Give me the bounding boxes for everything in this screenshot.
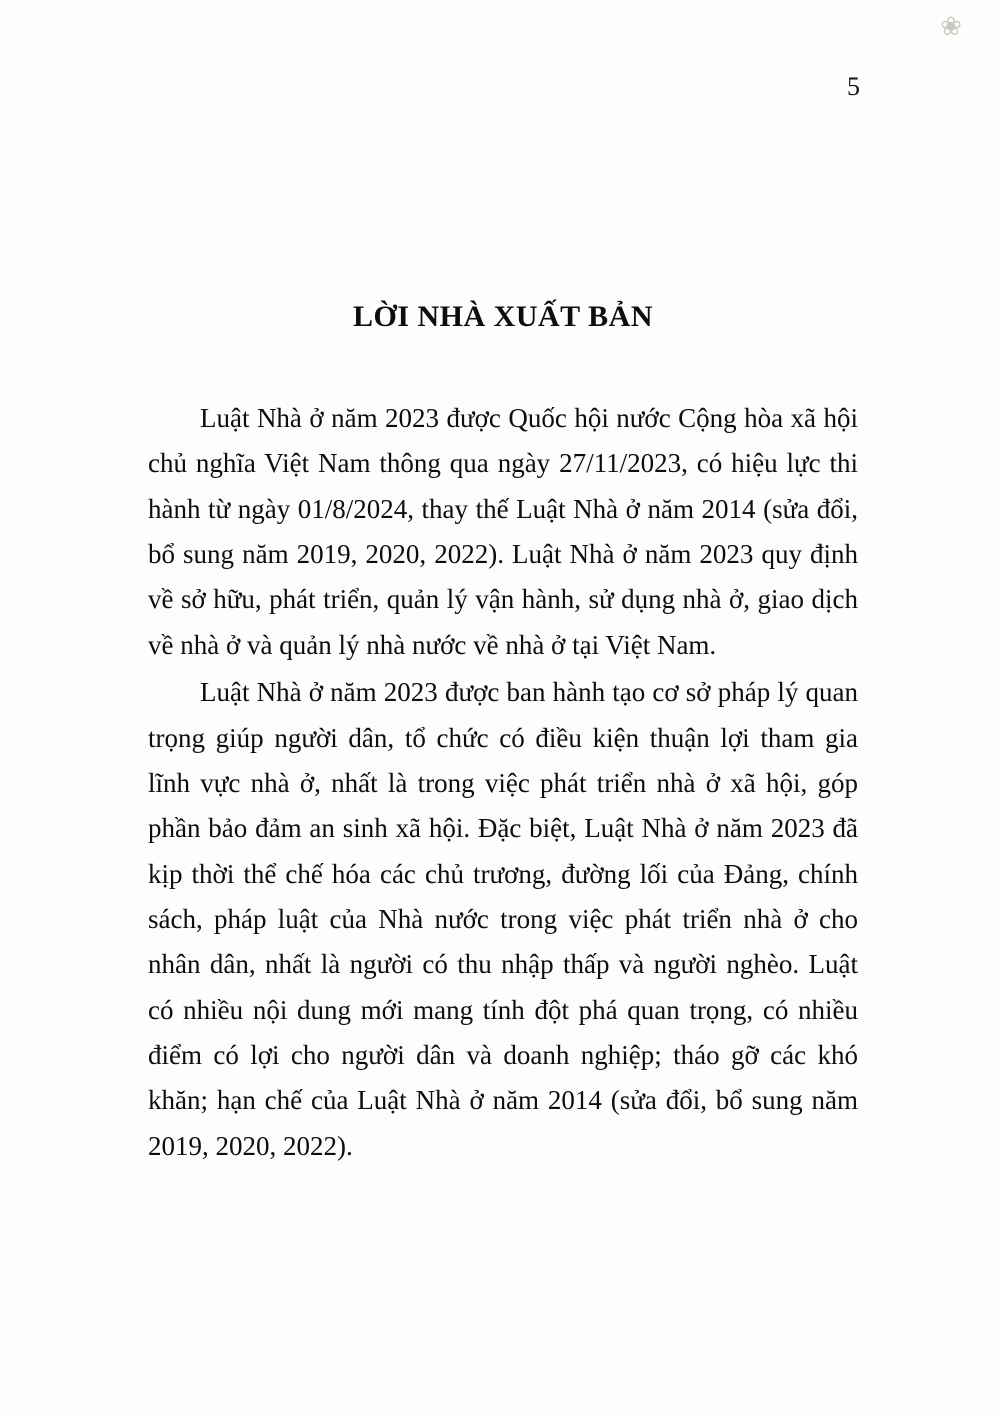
page-title: LỜI NHÀ XUẤT BẢN xyxy=(353,300,653,333)
asterisk-flower-icon: ❀ xyxy=(940,12,962,41)
page-content xyxy=(148,300,858,1169)
page-number: 5 xyxy=(847,72,860,101)
body-paragraph: Luật Nhà ở năm 2023 được Quốc hội nước Cộng hòa xã hội chủ nghĩa Việt Nam thông qua ngày 27/11/2023, có hiệu lực thi hành từ ngày 01/8/2024, thay thế Luật Nhà ở năm 2014 (sửa đổi, bổ sung năm 2019, 2020, 2022). Luật Nhà ở năm 2023 quy định về sở hữu, phát triển, quản lý vận hành, sử dụng nhà ở, giao dịch về nhà ở và quản lý nhà nước về nhà ở tại Việt Nam. xyxy=(148,403,858,660)
body-paragraph: Luật Nhà ở năm 2023 được ban hành tạo cơ sở pháp lý quan trọng giúp người dân, tổ chức có điều kiện thuận lợi tham gia lĩnh vực nhà ở, nhất là trong việc phát triển nhà ở xã hội, góp phần bảo đảm an sinh xã hội. Đặc biệt, Luật Nhà ở năm 2023 đã kịp thời thể chế hóa các chủ trương, đường lối của Đảng, chính sách, pháp luật của Nhà nước trong việc phát triển nhà ở cho nhân dân, nhất là người có thu nhập thấp và người nghèo. Luật có nhiều nội dung mới mang tính đột phá quan trọng, có nhiều điểm có lợi cho người dân và doanh nghiệp; tháo gỡ các khó khăn; hạn chế của Luật Nhà ở năm 2014 (sửa đổi, bổ sung năm 2019, 2020, 2022). xyxy=(148,677,858,1161)
